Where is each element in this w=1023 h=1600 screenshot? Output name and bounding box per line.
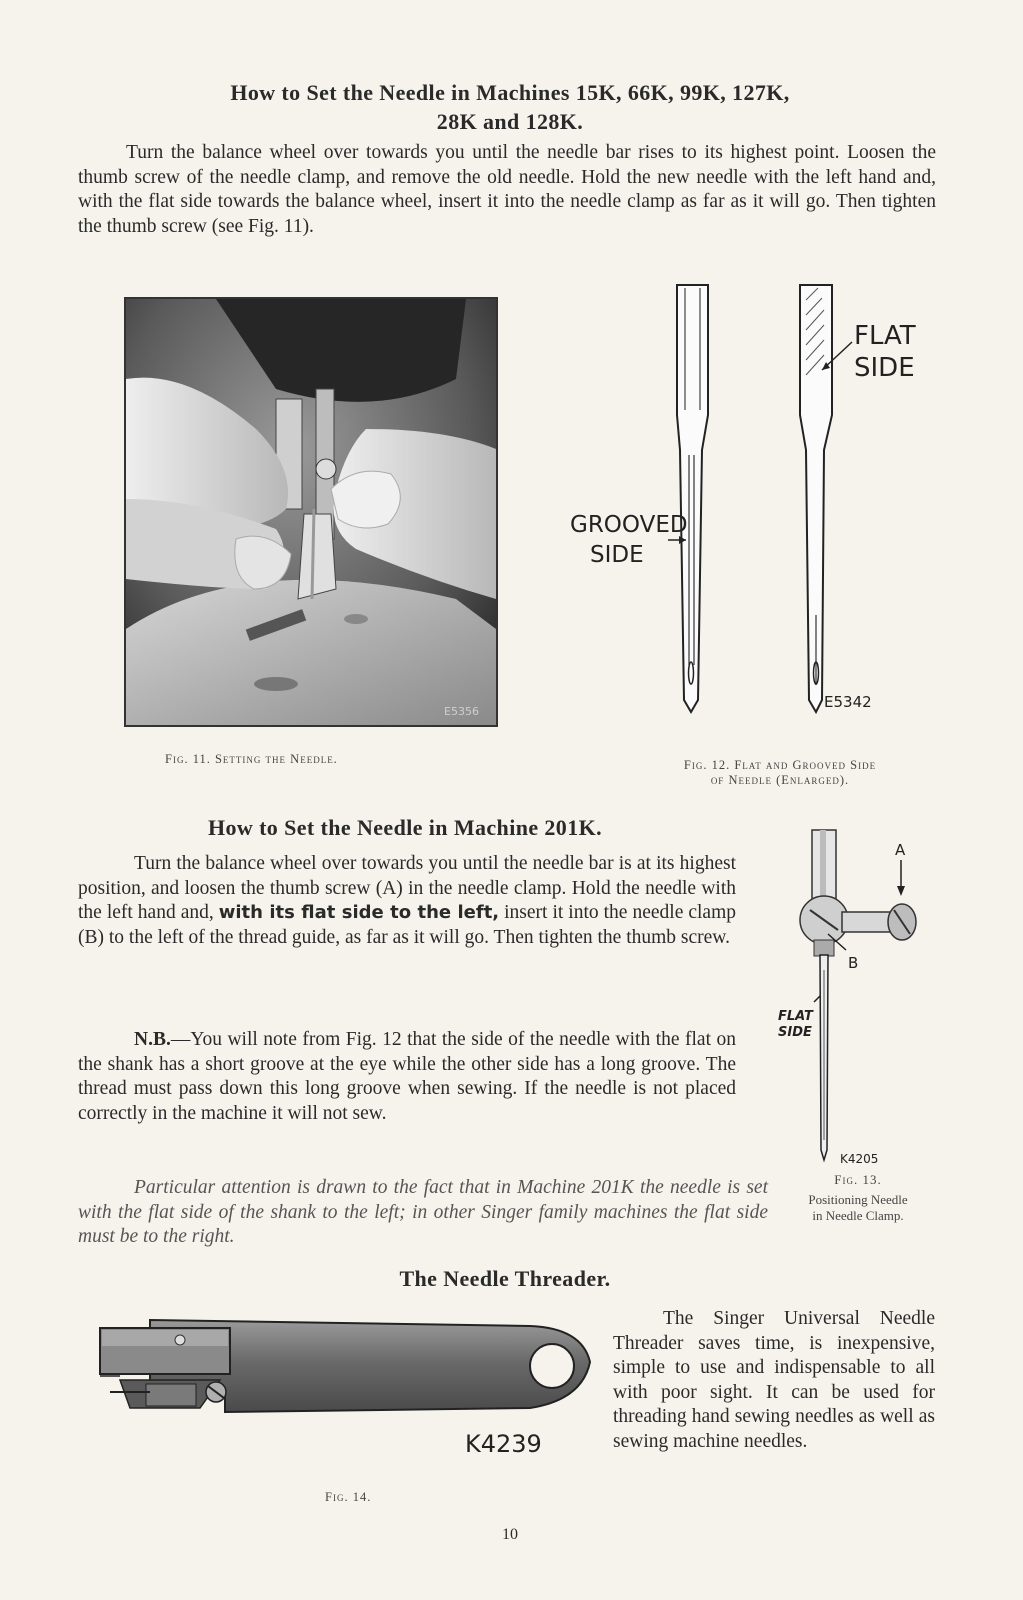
fig12-caption-line2: of Needle (Enlarged). (710, 773, 850, 787)
fig13-caption-title: Fig. 13. (834, 1172, 882, 1187)
fig14-code: K4239 (465, 1430, 542, 1458)
fig13-label-a: A (895, 841, 906, 859)
fig13-flat-1: FLAT (778, 1009, 813, 1024)
section2-paragraph (78, 852, 736, 950)
section1-heading-line1: How to Set the Needle in Machines 15K, 66K, 99K, 127K, (230, 80, 790, 105)
section2-nb-label: N.B. (134, 1029, 171, 1050)
section2-nb-text: —You will note from Fig. 12 that the side of the needle with the flat on the shank has a short groove at the eye while the other side has a long groove. The thread must pass down this long groove when sewing. If the needle is not placed correctly in the machine it will not sew. (78, 1029, 736, 1124)
fig13-caption-line1: Positioning Needle (808, 1192, 908, 1207)
fig14-caption: Fig. 14. (325, 1490, 372, 1504)
section3-paragraph: The Singer Universal Needle Threader saves time, is inexpensive, simple to use and indispensable to all with poor sight. It can be used for threading hand sewing needles as well as sewing machine needles. (613, 1308, 935, 1452)
fig13-label-b: B (848, 954, 859, 972)
section2-para-part2: insert it into the needle clamp (B) to the left of the thread guide, as far as it will go. Then tighten the thumb screw. (78, 902, 736, 948)
fig11-code: E5356 (444, 705, 479, 718)
fig13-code: K4205 (840, 1152, 879, 1166)
fig12-grooved-label-1: GROOVED (570, 512, 688, 538)
section1-paragraph: Turn the balance wheel over towards you until the needle bar rises to its highest point. Loosen the thumb screw of the needle clamp, and remove the old needle. Hold the new needle with the left hand and, with the flat side towards the balance wheel, insert it into the needle clamp as far as it will go. Then tighten the thumb screw (see Fig. 11). (78, 142, 936, 237)
fig12-code: E5342 (824, 693, 872, 711)
fig12-needles-diagram (560, 280, 916, 720)
fig14-needle-threader-image (90, 1300, 610, 1460)
section2-italic-note: Particular attention is drawn to the fact that in Machine 201K the needle is set with the flat side of the shank to the left; in other Singer family machines the flat side must be to the right. (78, 1177, 768, 1247)
fig13-caption-line2: in Needle Clamp. (812, 1208, 904, 1223)
section1-heading (80, 80, 940, 135)
fig13-needle-clamp-diagram (778, 830, 950, 1170)
section2-para-part1: Turn the balance wheel over towards you until the needle bar is at its highest position, and loosen the thumb screw (A) in the needle clamp. Hold the needle with the left hand and, (78, 853, 736, 923)
fig12-grooved-label-2: SIDE (590, 542, 644, 568)
fig11-caption: Fig. 11. Setting the Needle. (165, 752, 338, 766)
fig12-caption (615, 758, 945, 788)
fig12-flat-label-2: SIDE (854, 353, 915, 383)
fig12-caption-line1: Fig. 12. Flat and Grooved Side (683, 758, 877, 772)
section2-para-bold: with its flat side to the left, (218, 902, 500, 923)
section2-heading: How to Set the Needle in Machine 201K. (207, 815, 603, 840)
section2-nb-paragraph (78, 1028, 736, 1126)
fig11-photo-drawing (126, 299, 496, 725)
fig13-flat-2: SIDE (778, 1025, 812, 1040)
fig11-photo (124, 297, 498, 727)
page-number: 10 (502, 1526, 518, 1543)
fig13-caption (768, 1172, 948, 1224)
section3-heading: The Needle Threader. (399, 1266, 611, 1291)
section1-heading-line2: 28K and 128K. (436, 109, 584, 134)
fig12-flat-label-1: FLAT (854, 321, 916, 351)
